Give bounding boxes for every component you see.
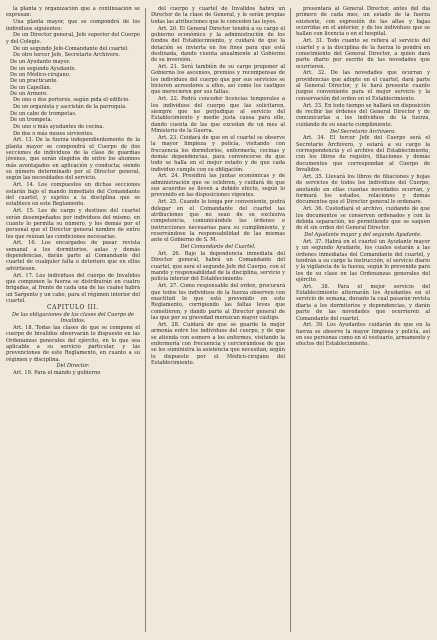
list-item: De un Capellán. xyxy=(10,84,52,91)
paragraph: Art. 13. De la fuerza independientemente de la planta mayor se compondrá el Cuerpo de dos secciones de individuos de la clase de guardias jóvenes, que serán elegidos de entre los alumnos más aventajados en aplicación y conducta; siendo su número determinado por el Director general, según las necesidades del servicio. xyxy=(6,137,140,182)
paragraph: Art. 38. Para el mejor servicio del Establecimiento alternarán los Ayudantes en el servicio de semana, durante la cual pasarán revista diaria a los dormitorios y dependencias, y darán parte de las novedades que ocurrieren al Comandante del cuartel. xyxy=(296,283,430,322)
paragraph: Art. 23. Cuidará de que en el cuartel se observe la mayor limpieza y policía, visitando con frecuencia los dormitorios, enfermería, cocinas y demás dependencias, para convencerse de que todo se halla en el mejor estado y de que cada individuo cumple con su obligación. xyxy=(151,134,285,173)
paragraph: Art. 19. Para el mando y gobierno xyxy=(13,370,101,377)
text-column-middle xyxy=(151,6,285,634)
text-column-left xyxy=(6,6,140,634)
chapter-subtitle: De las obligaciones de las clases del Cuerpo de Invalidos. xyxy=(11,311,135,324)
paragraph: De un Director general, Jefe superior del Cuerpo y del Colegio. xyxy=(6,32,140,45)
column-divider xyxy=(145,8,146,632)
paragraph: Art. 26. Bajo la dependencia inmediata del Director general, habrá un Comandante del cuartel, que será el segundo Jefe del Cuerpo, con el mando y responsabilidad de la disciplina, servicio y policía interior del Establecimiento. xyxy=(151,251,285,283)
text-column-right xyxy=(296,6,430,634)
list-item: De un Armero. xyxy=(10,90,48,97)
list-item: De un Médico-cirujano. xyxy=(10,71,71,78)
paragraph: Art. 17. Los individuos del cuerpo de Invalidos que componen la fuerza se distribuirán en cuatro brigadas, al frente de cada una de las cuales habrá un Sargento y un cabo, para el régimen interior del cuartel. xyxy=(6,272,140,304)
section-heading: Del Ayudante mayor y del segundo Ayudante. xyxy=(304,232,422,239)
paragraph: Art. 39. Los Ayudantes cuidarán de que en la fuerza se observe la mayor limpieza y policía, así en sus personas como en el vestuario, armamento y efectos del Establecimiento. xyxy=(296,322,430,348)
paragraph: Art. 14. Los compuestos en dichas secciones estarán bajo el mando inmediato del Comandante del cuartel, y sujetos a la disciplina que se establece en este Reglamento. xyxy=(6,182,140,208)
paragraph: De un segundo Jefe-Comandante del cuartel. xyxy=(13,45,129,52)
paragraph: Art. 22. Podrá conceder licencias temporales a los individuos del cuerpo que las solicitaren, siempre que no perjudique al servicio del Establecimiento y medie justa causa para ello, dando cuenta de las que excedan de un mes al Ministerio de la Guerra. xyxy=(151,96,285,135)
paragraph: Art. 24. Presidirá las juntas económicas y de administración que se celebren, y cuidará de que sus acuerdos se lleven a debido efecto, según lo prevenido en las disposiciones vigentes. xyxy=(151,173,285,199)
list-item: De un practicante. xyxy=(10,78,59,85)
paragraph: Art. 18. Todas las clases de que se compone el cuerpo de Invalidos observarán lo dispuesto en las Ordenanzas generales del ejército, en lo que sea aplicable a su servicio particular, y las prevenciones de este Reglamento, en cuanto a su régimen y disciplina. xyxy=(6,324,140,363)
list-item: De un cabo de trompetas. xyxy=(10,111,77,117)
paragraph: Art. 33. En todo tiempo se hallará en disposición de recibir las órdenes del General Director y de comunicarlas a los individuos de la fuerza, cuidando de su exacto cumplimiento. xyxy=(296,102,430,128)
paragraph: Art. 36. Custodiará el archivo, cuidando de que los documentos se conserven ordenados y con la debida separación, no permitiendo que se saquen de él sin orden del General Director. xyxy=(296,206,430,232)
list-item: De un segundo Ayudante. xyxy=(10,65,77,72)
paragraph: Art. 27. Como responsable del orden, procurará que todos los individuos de la fuerza observen con exactitud lo que está prevenido en este Reglamento, corrigiendo las faltas leves que cometieren, y dando parte al Director general de las que por su gravedad merezcan mayor castigo. xyxy=(151,283,285,321)
paragraph: De dos o más mozos sirvientes. xyxy=(13,130,94,137)
paragraph: Art. 25. Cuando lo tenga por conveniente, podrá delegar en el Comandante del cuartel las atribuciones que no sean de su exclusiva competencia, comunicándole las órdenes e instrucciones necesarias para su cumplimiento, y reservándose la responsabilidad de las mismas ante el Gobierno de S. M. xyxy=(151,199,285,244)
paragraph: De uno o más ayudantes de cocina. xyxy=(13,123,105,130)
section-heading: Del Comandante del Cuartel. xyxy=(180,244,256,251)
paragraph: De uno o dos porteros, según pida el edificio. xyxy=(13,97,130,104)
list-item: De un Ayudante mayor. xyxy=(10,59,71,66)
paragraph: De otro tercer Jefe, Secretario Archivero. xyxy=(13,52,121,59)
paragraph: presentará al General Director, antes del día primero de cada mes, un estado de la fuerza existente, con expresión de las altas y bajas ocurridas en el anterior, y de los individuos que se hallan con licencia o en el hospital. xyxy=(296,6,430,38)
chapter-heading: CAPITULO III. xyxy=(46,303,100,311)
paragraph: la planta y organización que a continuación se expresan: xyxy=(6,6,140,19)
paragraph: Art. 20. El General Director tendrá a su cargo el gobierno económico y la administración de los fondos del Establecimiento, y cuidará de que la dotación se invierta en los fines para que está destinada, dando cuenta anualmente al Gobierno de su inversión. xyxy=(151,25,285,64)
paragraph: Art. 34. El tercer Jefe del Cuerpo será el Secretario Archivero, y estará a su cargo la correspondencia y el archivo del Establecimiento, con los libros de registro, filiaciones y demás documentos que correspondan al Cuerpo de Invalidos. xyxy=(296,135,430,174)
paragraph: Art. 16. Los encargados de pasar revista semanal a los dormitorios, aulas y demás dependencias, darán parte al Comandante del cuartel de cualquier falta o deterioro que en ellos advirtiesen. xyxy=(6,240,140,272)
paragraph: Art. 21. Será también de su cargo proponer al Gobierno los ascensos, premios y recompensas de los individuos del cuerpo que por sus servicios se hicieren acreedores a ellos, así como los castigos que merecieren por sus faltas. xyxy=(151,64,285,96)
section-heading: Del Director. xyxy=(56,363,90,370)
column-divider xyxy=(290,8,291,632)
list-item: De un trompeta. xyxy=(10,117,53,124)
paragraph: del cuerpo y cuartel de Invalidos habrá un Director de la clase de General, y le serán propias todas las atribuciones que le conceden las leyes. xyxy=(151,6,285,25)
paragraph: Una planta mayor, que se compondrá de los individuos siguientes: xyxy=(6,19,140,32)
paragraph: Art. 37. Habrá en el cuartel un Ayudante mayor y un segundo Ayudante, los cuales estarán a las órdenes inmediatas del Comandante del cuartel, y tendrán a su cargo la instrucción, el servicio diario y la vigilancia de la fuerza, según lo prevenido para los de su clase en las Ordenanzas generales del ejército. xyxy=(296,238,430,283)
paragraph: Art. 32. De las novedades que ocurran y providencias que adopte en el cuartel, dará parte al General Director, y le hará presente cuanto juzgue conveniente para el mejor servicio y la conservación del orden en el Establecimiento. xyxy=(296,70,430,102)
section-heading: Del Secretario Archivero. xyxy=(330,128,396,135)
paragraph: Art. 28. Cuidará de que se guarde la mejor armonía entre los individuos del cuerpo, y de que se atienda con esmero a los enfermos, visitando la enfermería con frecuencia y cerciorándose de que se les suministra la asistencia que necesitan, según lo dispuesto por el Médico-cirujano del Establecimiento. xyxy=(151,321,285,366)
paragraph: De un organista y sacristán de la parroquia. xyxy=(13,104,127,111)
paragraph: Art. 31. Todo cuanto se refiera al servicio del cuartel y a la disciplina de la fuerza lo pondrá en conocimiento del General Director, a quien dará parte diario por escrito de las novedades que ocurrieren. xyxy=(296,38,430,70)
paragraph: Art. 15. Los de cargo y destinos del cuartel serán desempeñados por individuos del mismo, en cuanto lo permita su número, y los demás por el personal que el Director general nombre de entre los que reúnan las condiciones necesarias. xyxy=(6,208,140,240)
paragraph: Art. 35. Llevará los libros de filiaciones y hojas de servicios de todos los individuos del Cuerpo, anotando en ellas cuantas novedades ocurran, y formará los estados, relaciones y demás documentos que el Director general le ordenare. xyxy=(296,173,430,206)
